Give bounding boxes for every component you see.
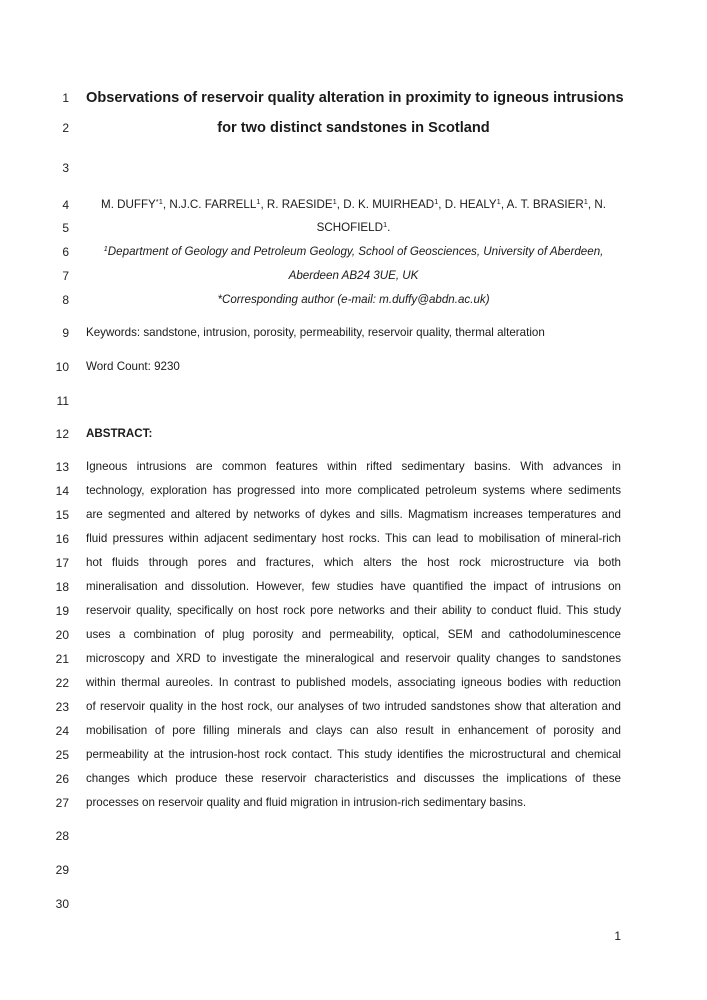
line-number: 16 bbox=[55, 532, 69, 546]
abstract-line: changes which produce these reservoir characteristics and discusses the implications of these bbox=[86, 772, 621, 785]
line-number: 12 bbox=[55, 427, 69, 441]
line-number: 1 bbox=[62, 91, 69, 105]
abstract-line: microscopy and XRD to investigate the mineralogical and reservoir quality changes to sandstones bbox=[86, 652, 621, 665]
author-name: , D. K. MUIRHEAD bbox=[336, 198, 435, 211]
abstract-line: reservoir quality, specifically on host rock pore networks and their ability to conduct fluid. This study bbox=[86, 604, 621, 617]
line-number: 5 bbox=[62, 221, 69, 235]
author-name: , A. T. BRASIER bbox=[500, 198, 584, 211]
abstract-line: mineralisation and dissolution. However, few studies have quantified the impact of intrusions on bbox=[86, 580, 621, 593]
abstract-line: are segmented and altered by networks of dykes and sills. Magmatism increases temperatures and bbox=[86, 508, 621, 521]
line-number: 10 bbox=[55, 360, 69, 374]
author-name: M. DUFFY bbox=[101, 198, 156, 211]
author-name: , R. RAESIDE bbox=[260, 198, 333, 211]
line-number: 3 bbox=[62, 161, 69, 175]
line-number: 20 bbox=[55, 628, 69, 642]
abstract-line: technology, exploration has progressed into more complicated petroleum systems where sediments bbox=[86, 484, 621, 497]
author-list-continued bbox=[86, 221, 621, 235]
author-superscript: 1 bbox=[332, 197, 337, 206]
line-number: 24 bbox=[55, 724, 69, 738]
affiliation-text: Department of Geology and Petroleum Geology, School of Geosciences, University of Aberdeen, bbox=[107, 245, 604, 258]
author-name: , N. bbox=[587, 198, 606, 211]
line-number: 18 bbox=[55, 580, 69, 594]
author-list-end: . bbox=[387, 221, 391, 234]
author-superscript: 1 bbox=[256, 197, 261, 206]
abstract-line-last: processes on reservoir quality and fluid migration in intrusion-rich sedimentary basins. bbox=[86, 796, 527, 809]
line-number: 25 bbox=[55, 748, 69, 762]
line-number: 22 bbox=[55, 676, 69, 690]
author-superscript: 1 bbox=[496, 197, 501, 206]
affiliation-line-1 bbox=[86, 245, 621, 259]
author-list bbox=[86, 198, 621, 212]
affiliation-superscript: 1 bbox=[103, 244, 108, 253]
line-number: 19 bbox=[55, 604, 69, 618]
line-number: 26 bbox=[55, 772, 69, 786]
affiliation-line-2: Aberdeen AB24 3UE, UK bbox=[288, 269, 419, 282]
paper-title-line-2: for two distinct sandstones in Scotland bbox=[217, 120, 490, 136]
abstract-heading: ABSTRACT: bbox=[86, 427, 153, 440]
line-number: 27 bbox=[55, 796, 69, 810]
abstract-line: hot fluids through pores and fractures, which alters the host rock microstructure via both bbox=[86, 556, 621, 569]
abstract-line: permeability at the intrusion-host rock contact. This study identifies the microstructural and chemical bbox=[86, 748, 621, 761]
author-superscript: 1 bbox=[434, 197, 439, 206]
line-number: 8 bbox=[62, 293, 69, 307]
line-number: 13 bbox=[55, 460, 69, 474]
line-number: 4 bbox=[62, 198, 69, 212]
line-number: 28 bbox=[55, 829, 69, 843]
abstract-line: uses a combination of plug porosity and permeability, optical, SEM and cathodoluminescence bbox=[86, 628, 621, 641]
line-number: 14 bbox=[55, 484, 69, 498]
abstract-line: Igneous intrusions are common features within rifted sedimentary basins. With advances in bbox=[86, 460, 621, 473]
author-name: SCHOFIELD bbox=[316, 221, 383, 234]
line-number: 21 bbox=[55, 652, 69, 666]
line-number: 23 bbox=[55, 700, 69, 714]
paper-title-line-1: Observations of reservoir quality alteration in proximity to igneous intrusions bbox=[86, 90, 624, 106]
page-number: 1 bbox=[614, 929, 621, 943]
line-number: 11 bbox=[56, 394, 69, 408]
author-superscript: *1 bbox=[155, 197, 163, 206]
line-number: 7 bbox=[62, 269, 69, 283]
word-count: Word Count: 9230 bbox=[86, 360, 180, 373]
line-number: 9 bbox=[62, 326, 69, 340]
abstract-line: fluid pressures within adjacent sedimentary host rocks. This can lead to mobilisation of mineral-rich bbox=[86, 532, 621, 545]
author-name: , N.J.C. FARRELL bbox=[162, 198, 257, 211]
line-number: 30 bbox=[55, 897, 69, 911]
line-number: 6 bbox=[62, 245, 69, 259]
abstract-line: of reservoir quality in the host rock, our analyses of two intruded sandstones show that alteration and bbox=[86, 700, 621, 713]
abstract-line: within thermal aureoles. In contrast to published models, associating igneous bodies with reduction bbox=[86, 676, 621, 689]
keywords: Keywords: sandstone, intrusion, porosity, permeability, reservoir quality, thermal alteration bbox=[86, 326, 545, 339]
corresponding-author: *Corresponding author (e-mail: m.duffy@abdn.ac.uk) bbox=[217, 293, 490, 306]
line-number: 2 bbox=[62, 121, 69, 135]
line-number: 29 bbox=[55, 863, 69, 877]
line-number: 15 bbox=[55, 508, 69, 522]
abstract-line: mobilisation of pore filling minerals and clays can also result in enhancement of porosity and bbox=[86, 724, 621, 737]
line-number: 17 bbox=[55, 556, 69, 570]
author-superscript: 1 bbox=[382, 220, 388, 229]
author-superscript: 1 bbox=[583, 197, 588, 206]
author-name: , D. HEALY bbox=[438, 198, 497, 211]
